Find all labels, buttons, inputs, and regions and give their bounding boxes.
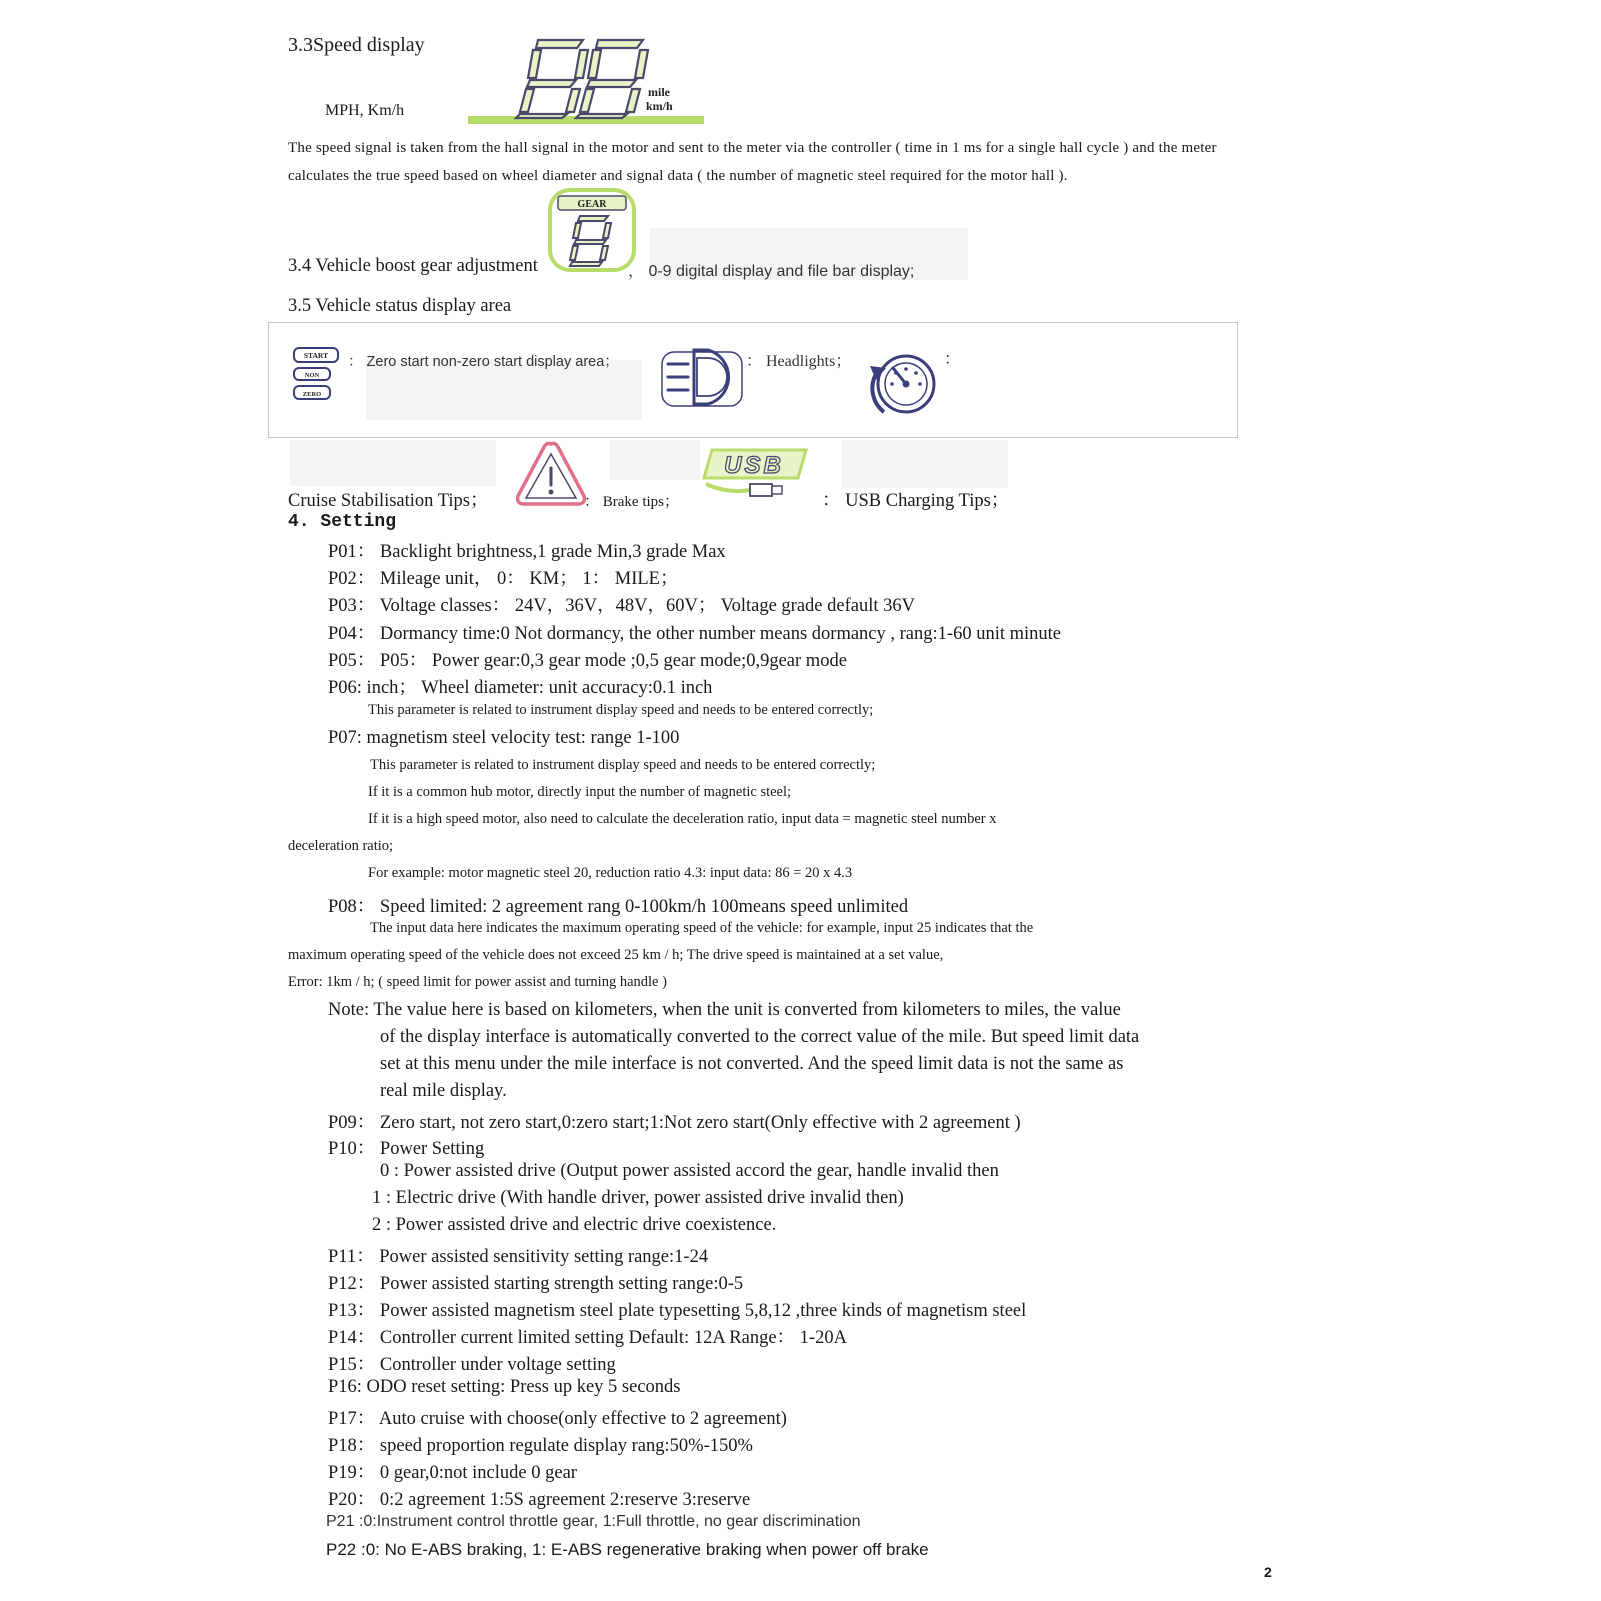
shaded-area: [290, 440, 496, 486]
speed-unit-mile: mile: [648, 85, 670, 99]
status-area-heading: 3.5 Vehicle status display area: [288, 296, 512, 316]
setting-p07-highspeed: If it is a high speed motor, also need to calculate the deceleration ratio, input data = magnetic steel number x: [368, 811, 997, 827]
headlights-label: ： Headlights；: [746, 353, 852, 370]
setting-note-1: Note: The value here is based on kilometers, when the unit is converted from kilometers to miles, the value: [328, 1000, 1121, 1020]
cruise-tips-label: Cruise Stabilisation Tips；: [288, 491, 489, 511]
setting-p20: P20： 0:2 agreement 1:5S agreement 2:reserve 3:reserve: [328, 1490, 751, 1510]
start-mode-icon: [292, 346, 342, 404]
gear-label: GEAR: [577, 199, 607, 210]
setting-p06: P06: inch； Wheel diameter: unit accuracy:0.1 inch: [328, 678, 713, 698]
setting-p15: P15： Controller under voltage setting: [328, 1355, 616, 1375]
setting-p10-opt1: 1 : Electric drive (With handle driver, power assisted drive invalid then): [372, 1188, 904, 1208]
setting-p04: P04： Dormancy time:0 Not dormancy, the other number means dormancy , rang:1-60 unit minute: [328, 624, 1061, 644]
speed-display-icon: [468, 28, 708, 128]
setting-p08-note-3: Error: 1km / h; ( speed limit for power assist and turning handle ): [288, 974, 667, 990]
setting-p14: P14： Controller current limited setting Default: 12A Range： 1-20A: [328, 1328, 847, 1348]
setting-p01: P01： Backlight brightness,1 grade Min,3 grade Max: [328, 542, 726, 562]
speed-unit-kmh: km/h: [646, 99, 673, 113]
usb-icon-text: USB: [724, 452, 784, 479]
setting-heading: 4. Setting: [288, 512, 397, 532]
setting-p21: P21 :0:Instrument control throttle gear, 1:Full throttle, no gear discrimination: [326, 1513, 861, 1530]
brake-warning-icon: [512, 438, 590, 510]
setting-p08-note-1: The input data here indicates the maximum operating speed of the vehicle: for example, input 25 indicates that the: [370, 920, 1034, 936]
setting-p11: P11： Power assisted sensitivity setting range:1-24: [328, 1247, 709, 1267]
speed-display-heading: 3.3Speed display: [288, 34, 425, 56]
gear-display-icon: [548, 188, 638, 274]
setting-p07-hub: If it is a common hub motor, directly input the number of magnetic steel;: [368, 784, 792, 800]
setting-p05: P05： P05： Power gear:0,3 gear mode ;0,5 gear mode;0,9gear mode: [328, 651, 847, 671]
setting-p03: P03： Voltage classes： 24V，36V，48V，60V； Voltage grade default 36V: [328, 596, 915, 616]
setting-p10-opt2: 2 : Power assisted drive and electric drive coexistence.: [372, 1215, 777, 1235]
setting-p19: P19： 0 gear,0:not include 0 gear: [328, 1463, 577, 1483]
boost-gear-description: ， 0-9 digital display and file bar display;: [628, 263, 915, 280]
shaded-area: [610, 440, 700, 480]
speed-paragraph: The speed signal is taken from the hall signal in the motor and sent to the meter via the controller ( time in 1 ms for a single hall cycle ) and the meter calculates the true speed based on wheel diameter and signal data ( the number of magnetic steel required for the motor hall ).: [288, 140, 1217, 184]
non-label: NON: [304, 372, 320, 379]
zero-start-label: ： Zero start non-zero start display area；: [348, 354, 619, 370]
setting-p13: P13： Power assisted magnetism steel plate typesetting 5,8,12 ,three kinds of magnetism steel: [328, 1301, 1027, 1321]
setting-note-2: of the display interface is automatically converted to the correct value of the mile. But speed limit data: [380, 1027, 1140, 1047]
setting-p02: P02： Mileage unit， 0： KM； 1： MILE；: [328, 569, 679, 589]
setting-p22: P22 :0: No E-ABS braking, 1: E-ABS regenerative braking when power off brake: [326, 1540, 929, 1559]
usb-charging-icon: [698, 446, 818, 506]
cruise-icon-colon: ：: [944, 351, 961, 368]
setting-p08: P08： Speed limited: 2 agreement rang 0-100km/h 100means speed unlimited: [328, 897, 909, 917]
setting-p12: P12： Power assisted starting strength setting range:0-5: [328, 1274, 744, 1294]
boost-gear-heading: 3.4 Vehicle boost gear adjustment: [288, 256, 538, 276]
shaded-area: [842, 440, 1008, 488]
usb-tips-label: ： USB Charging Tips；: [822, 491, 1010, 511]
setting-p07-ratio: deceleration ratio;: [288, 838, 394, 854]
setting-p10-opt0: 0 : Power assisted drive (Output power assisted accord the gear, handle invalid then: [380, 1161, 999, 1181]
setting-p07-note: This parameter is related to instrument display speed and needs to be entered correctly;: [370, 757, 876, 773]
setting-p07: P07: magnetism steel velocity test: range 1-100: [328, 728, 680, 748]
setting-p16: P16: ODO reset setting: Press up key 5 seconds: [328, 1377, 681, 1397]
setting-p09: P09： Zero start, not zero start,0:zero start;1:Not zero start(Only effective with 2 agreement ): [328, 1113, 1021, 1133]
brake-tips-label: ： Brake tips；: [584, 494, 679, 510]
setting-note-4: real mile display.: [380, 1081, 507, 1101]
speed-units-label: MPH, Km/h: [325, 102, 405, 119]
setting-p17: P17： Auto cruise with choose(only effective to 2 agreement): [328, 1409, 787, 1429]
headlight-icon: [660, 344, 746, 410]
setting-note-3: set at this menu under the mile interface is not converted. And the speed limit data is not the same as: [380, 1054, 1124, 1074]
cruise-speedometer-icon: [866, 344, 942, 418]
setting-p08-note-2: maximum operating speed of the vehicle does not exceed 25 km / h; The drive speed is maintained at a set value,: [288, 947, 944, 963]
setting-p07-example: For example: motor magnetic steel 20, reduction ratio 4.3: input data: 86 = 20 x 4.3: [368, 865, 853, 881]
setting-p10: P10： Power Setting: [328, 1139, 485, 1159]
page-number: 2: [1264, 1564, 1272, 1580]
zero-label: ZERO: [302, 391, 322, 398]
setting-p06-note: This parameter is related to instrument display speed and needs to be entered correctly;: [368, 702, 874, 718]
setting-p18: P18： speed proportion regulate display rang:50%-150%: [328, 1436, 753, 1456]
start-label: START: [303, 351, 329, 360]
